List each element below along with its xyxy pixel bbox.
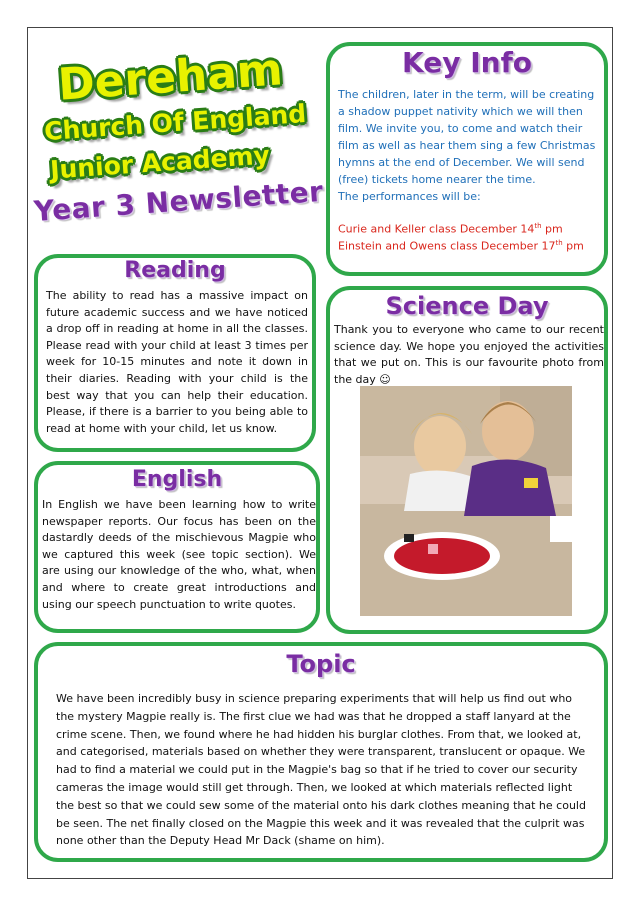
reading-body: The ability to read has a massive impact on future academic success and we have noticed a drop off in reading at home in all the classes. Please read with your child at least 3 times per week for 10-15 minutes and note it down in their diaries. Reading with your child is the best way that you can help their education. Please, if there is a barrier to you being able to read at home with your child, let us know. [46, 289, 308, 435]
key-info-panel [326, 42, 608, 276]
science-day-panel [326, 286, 608, 634]
english-panel [34, 461, 320, 633]
logo-line-2: Church Of England [43, 98, 308, 147]
science-day-body: Thank you to everyone who came to our recent science day. We hope you enjoyed the activities that we put on. This is our favourite photo from the day ☺ [334, 323, 604, 386]
reading-panel [34, 254, 316, 452]
performance-2 [338, 235, 600, 255]
school-logo [40, 44, 310, 192]
key-info-text: The children, later in the term, will be creating a shadow puppet nativity which we will then film. We invite you, to come and watch their film as well as hear them sing a few Christmas hymns at the end of December. We will send (free) tickets home nearer the time. [338, 88, 596, 186]
reading-title: Reading [124, 258, 226, 283]
key-info-performances-label: The performances will be: [338, 190, 481, 203]
newsletter-title: Year 3 Newsletter [32, 174, 325, 228]
performance-1-end: pm [541, 222, 563, 236]
science-day-title: Science Day [385, 292, 549, 320]
performance-2-end: pm [562, 239, 584, 253]
topic-body: We have been incredibly busy in science preparing experiments that will help us find out who the mystery Magpie really is. The first clue we had was that he dropped a staff lanyard at the crime scene. Then, we found where he had hidden his burglar clothes. From that, we looked at, and categorised, materials based on whether they were transparent, translucent or opaque. We had to find a material we could put in the Magpie's bag so that if he tried to cover our security cameras the image would still get through. Then, we looked at which materials reflected light the best so that we could sew some of the material onto his dark clothes meaning that he could be seen. The net finally closed on the Magpie this week and it was revealed that the culprit was none other than the Deputy Head Mr Dack (shame on him). [56, 692, 586, 848]
topic-panel [34, 642, 608, 862]
logo-line-1: Dereham [56, 44, 285, 111]
key-info-title: Key Info [402, 46, 532, 79]
topic-title: Topic [286, 650, 356, 678]
logo-line-3: Junior Academy [49, 140, 271, 185]
performance-1-text: Curie and Keller class December 14 [338, 222, 535, 236]
performance-2-text: Einstein and Owens class December 17 [338, 239, 556, 253]
english-title: English [131, 467, 223, 492]
english-body: In English we have been learning how to write newspaper reports. Our focus has been on the dastardly deeds of the mischievous Magpie who we captured this week (see topic section). We are using our knowledge of the who, what, when and where to create great introductions and using our speech punctuation to write quotes. [42, 498, 316, 611]
science-day-photo [360, 386, 572, 616]
key-info-body [338, 86, 600, 205]
performance-1-suffix: th [534, 222, 542, 230]
performance-2-suffix: th [555, 239, 563, 247]
